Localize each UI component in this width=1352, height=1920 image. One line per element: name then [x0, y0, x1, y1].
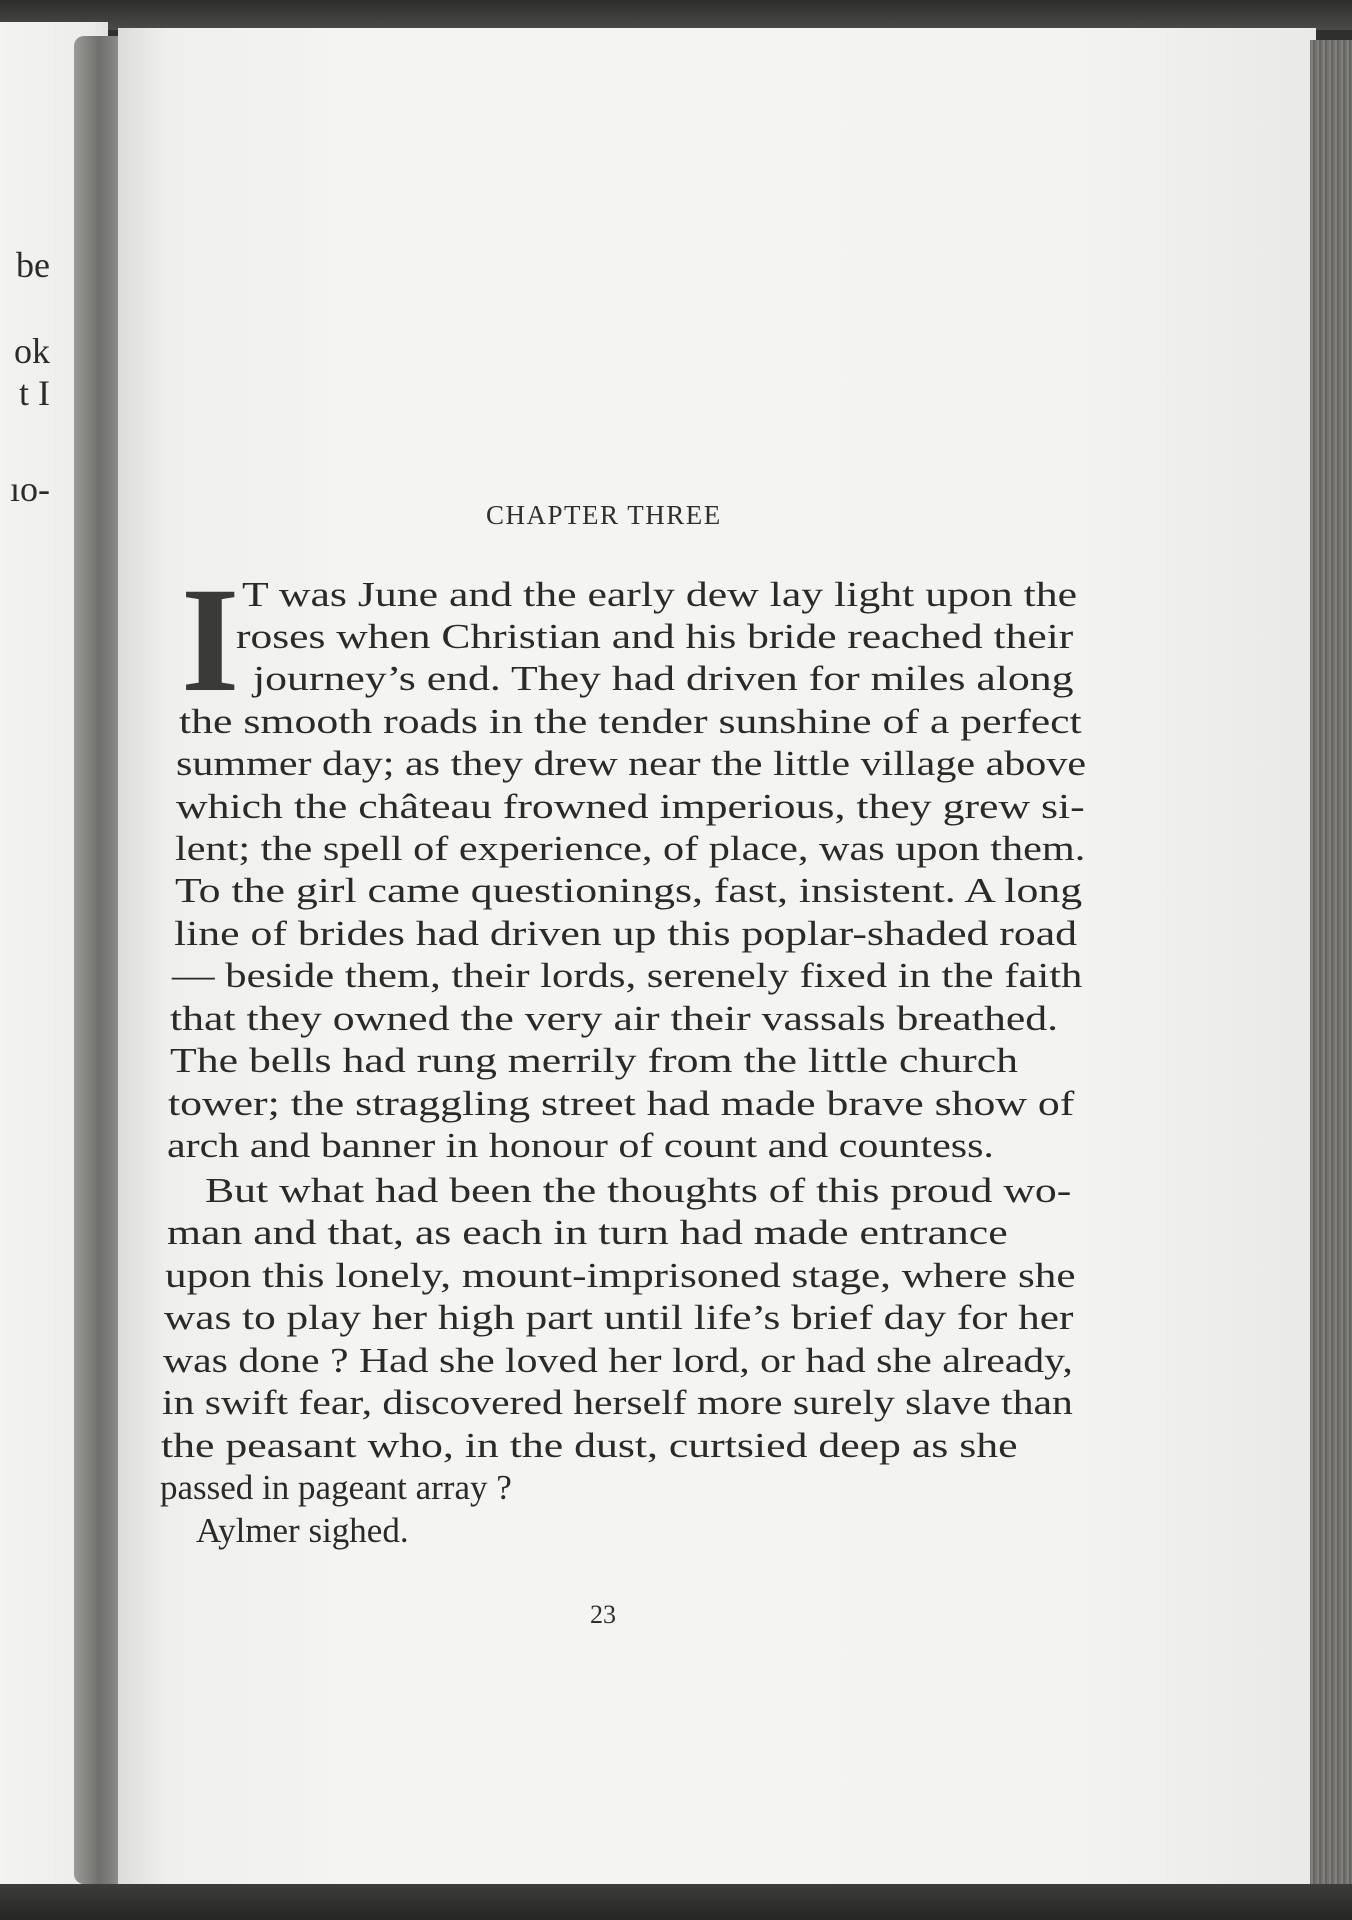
text-line: passed in pageant array ?: [160, 1468, 512, 1507]
scan-top-edge: [0, 0, 1352, 30]
text-line: man and that, as each in turn had made entrance: [167, 1213, 1008, 1252]
text-line: But what had been the thoughts of this proud wo-: [205, 1171, 1072, 1210]
text-line: — beside them, their lords, serenely fixed in the faith: [172, 956, 1083, 995]
text-line: journey’s end. They had driven for miles along: [253, 659, 1074, 698]
text-line: that they owned the very air their vassals breathed.: [170, 999, 1059, 1038]
previous-page-text: ıo-: [10, 469, 50, 509]
text-line: roses when Christian and his bride reached their: [236, 617, 1074, 656]
text-line: The bells had rung merrily from the little church: [170, 1041, 1019, 1080]
previous-page-text: t I: [19, 373, 50, 413]
text-line: T was June and the early dew lay light upon the: [242, 575, 1078, 614]
text-line: summer day; as they drew near the little village above: [176, 744, 1087, 783]
text-line: line of brides had driven up this poplar-shaded road: [174, 914, 1078, 953]
text-line: tower; the straggling street had made brave show of: [168, 1084, 1075, 1123]
text-line: the peasant who, in the dust, curtsied deep as she: [161, 1426, 1018, 1465]
text-line: Aylmer sighed.: [196, 1511, 409, 1550]
chapter-heading: CHAPTER THREE: [486, 500, 722, 530]
previous-page-text: ok: [14, 331, 50, 371]
text-line: the smooth roads in the tender sunshine of a perfect: [179, 702, 1082, 741]
text-line: was to play her high part until life’s brief day for her: [164, 1298, 1074, 1337]
text-line: in swift fear, discovered herself more surely slave than: [162, 1383, 1073, 1422]
text-line: To the girl came questionings, fast, insistent. A long: [175, 871, 1083, 910]
text-line: upon this lonely, mount-imprisoned stage, where she: [165, 1256, 1076, 1295]
drop-cap: I: [181, 557, 240, 723]
text-line: was done ? Had she loved her lord, or had she already,: [163, 1341, 1073, 1380]
text-line: arch and banner in honour of count and countess.: [167, 1126, 994, 1165]
page-edges: [1310, 40, 1352, 1885]
scan-bottom-edge: [0, 1884, 1352, 1920]
page-number: 23: [590, 1600, 616, 1629]
text-line: lent; the spell of experience, of place, was upon them.: [175, 829, 1086, 868]
previous-page-text: be: [16, 245, 50, 285]
text-line: which the château frowned imperious, they grew si-: [176, 787, 1085, 826]
